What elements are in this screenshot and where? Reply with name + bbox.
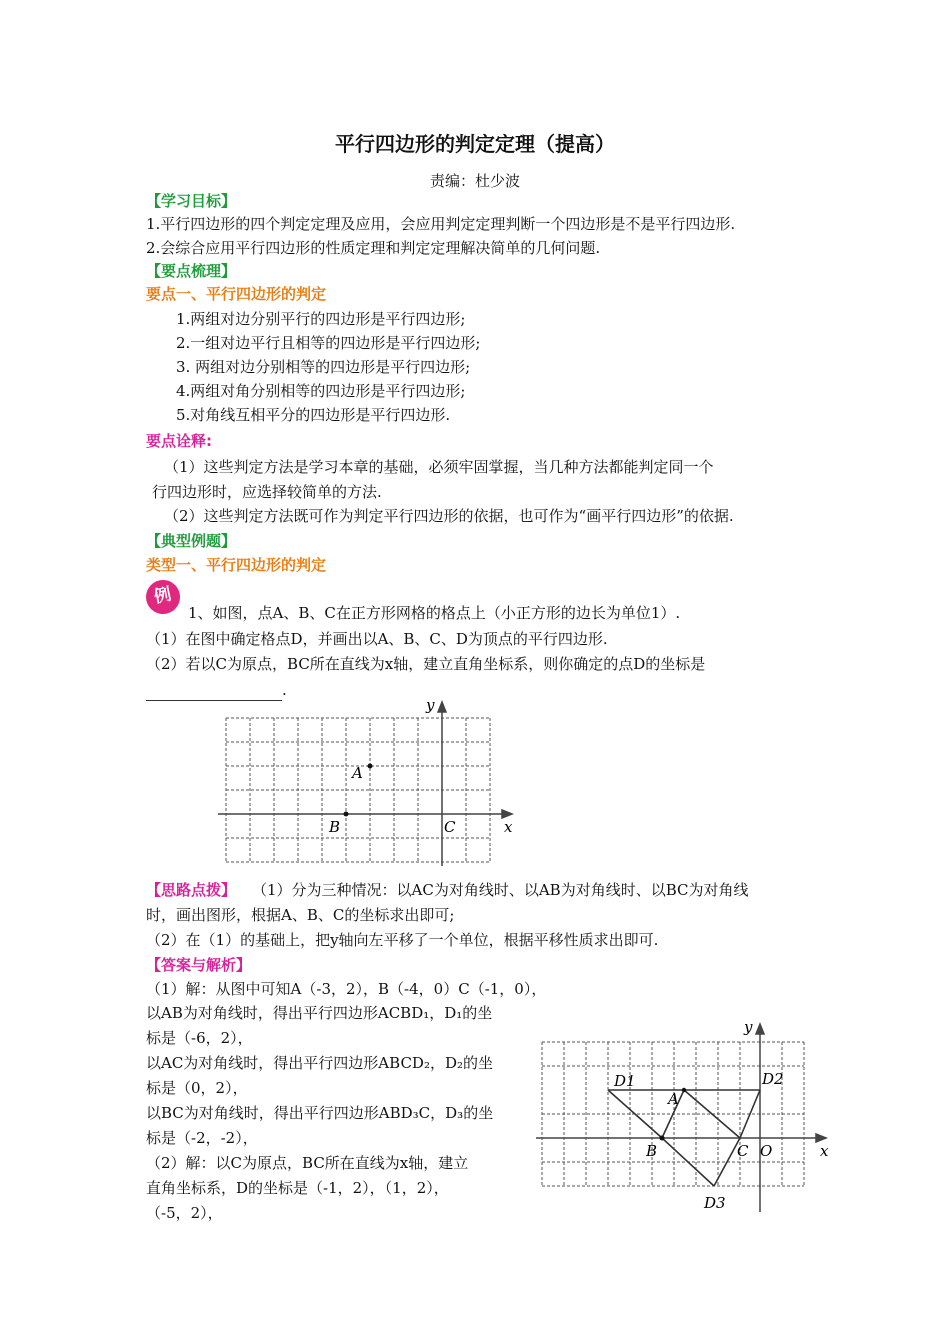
label-a: A	[352, 764, 363, 782]
figure-2-grid	[534, 1016, 844, 1222]
label-d3: D3	[704, 1194, 726, 1212]
type1-heading: 类型一、平行四边形的判定	[146, 556, 327, 574]
objective-item: 2.会综合应用平行四边形的性质定理和判定定理解决简单的几何问题.	[146, 239, 601, 257]
answer-line: 以BC为对角线时，得出平行四边形ABD₃C，D₃的坐	[146, 1104, 494, 1122]
label-y-axis: y	[426, 696, 435, 714]
answer-line: （2）解：以C为原点，BC所在直线为x轴，建立	[146, 1154, 469, 1172]
point-b-dot	[660, 1136, 665, 1141]
label-c: C	[444, 818, 456, 836]
example-question-1: （1）在图中确定格点D，并画出以A、B、C、D为顶点的平行四边形.	[146, 630, 608, 648]
blank-period: .	[282, 681, 287, 699]
answer-line: （-5，2），	[146, 1204, 223, 1222]
answer-line: 标是（0，2），	[146, 1079, 248, 1097]
label-x-axis: x	[820, 1142, 829, 1160]
y-axis-arrow-icon	[756, 1024, 764, 1034]
example-stem: 1、如图，点A、B、C在正方形网格的格点上（小正方形的边长为单位1）.	[188, 604, 681, 622]
label-b: B	[646, 1142, 658, 1160]
x-axis-arrow-icon	[502, 810, 512, 818]
point1-item: 5.对角线互相平分的四边形是平行四边形.	[176, 406, 451, 424]
point-b-dot	[344, 812, 349, 817]
answer-heading: 【答案与解析】	[146, 956, 252, 974]
label-d2: D2	[762, 1070, 784, 1088]
answer-line: 直角坐标系，D的坐标是（-1，2），（1，2），	[146, 1179, 449, 1197]
figure-1-grid	[214, 696, 524, 868]
answer-line: （1）解：从图中可知A（-3，2），B（-4，0）C（-1，0），	[146, 980, 547, 998]
hint-line: （1）分为三种情况：以AC为对角线时、以AB为对角线时、以BC为对角线	[252, 881, 749, 899]
hint-line: （2）在（1）的基础上，把y轴向左平移了一个单位，根据平移性质求出即可.	[146, 931, 659, 949]
point1-item: 2.一组对边平行且相等的四边形是平行四边形;	[176, 334, 481, 352]
page-title: 平行四边形的判定定理（提高）	[335, 132, 615, 156]
note-line: 行四边形时，应选择较简单的方法.	[152, 483, 382, 501]
grid-lines	[226, 718, 490, 862]
axes	[218, 702, 512, 866]
objectives-heading: 【学习目标】	[146, 192, 237, 210]
point1-item: 4.两组对角分别相等的四边形是平行四边形;	[176, 382, 466, 400]
note-line: （1）这些判定方法是学习本章的基础，必须牢固掌握，当几种方法都能判定同一个	[164, 458, 714, 476]
label-x-axis: x	[504, 818, 513, 836]
note-line: （2）这些判定方法既可作为判定平行四边形的依据，也可作为“画平行四边形”的依据.	[164, 507, 734, 525]
example-question-2: （2）若以C为原点，BC所在直线为x轴，建立直角坐标系，则你确定的点D的坐标是	[146, 655, 706, 673]
answer-line: 标是（-2，-2），	[146, 1129, 258, 1147]
answer-line: 以AC为对角线时，得出平行四边形ABCD₂，D₂的坐	[146, 1054, 494, 1072]
answer-line: 以AB为对角线时，得出平行四边形ACBD₁，D₁的坐	[146, 1004, 493, 1022]
label-origin: O	[760, 1142, 773, 1160]
objective-item: 1.平行四边形的四个判定定理及应用，会应用判定定理判断一个四边形是不是平行四边形.	[146, 215, 736, 233]
point-a-dot	[368, 764, 373, 769]
point1-heading: 要点一、平行四边形的判定	[146, 285, 327, 303]
hint-heading: 【思路点拨】	[146, 881, 237, 899]
answer-line: 标是（-6，2），	[146, 1029, 253, 1047]
examples-heading: 【典型例题】	[146, 532, 237, 550]
x-axis-arrow-icon	[816, 1134, 826, 1142]
point-a-dot	[682, 1088, 686, 1092]
editor-line: 责编：杜少波	[429, 172, 520, 190]
label-y-axis: y	[744, 1018, 753, 1036]
hint-line: 时，画出图形，根据A、B、C的坐标求出即可;	[146, 906, 455, 924]
label-c: C	[737, 1142, 749, 1160]
label-a: A	[668, 1090, 679, 1108]
label-b: B	[329, 818, 341, 836]
example-badge-icon: 例	[143, 577, 183, 617]
key-points-heading: 【要点梳理】	[146, 262, 237, 280]
y-axis-arrow-icon	[438, 702, 446, 712]
point1-item: 1.两组对边分别平行的四边形是平行四边形;	[176, 310, 466, 328]
label-d1: D1	[614, 1072, 636, 1090]
notes-heading: 要点诠释:	[146, 432, 212, 450]
point1-item: 3. 两组对边分别相等的四边形是平行四边形;	[176, 358, 471, 376]
